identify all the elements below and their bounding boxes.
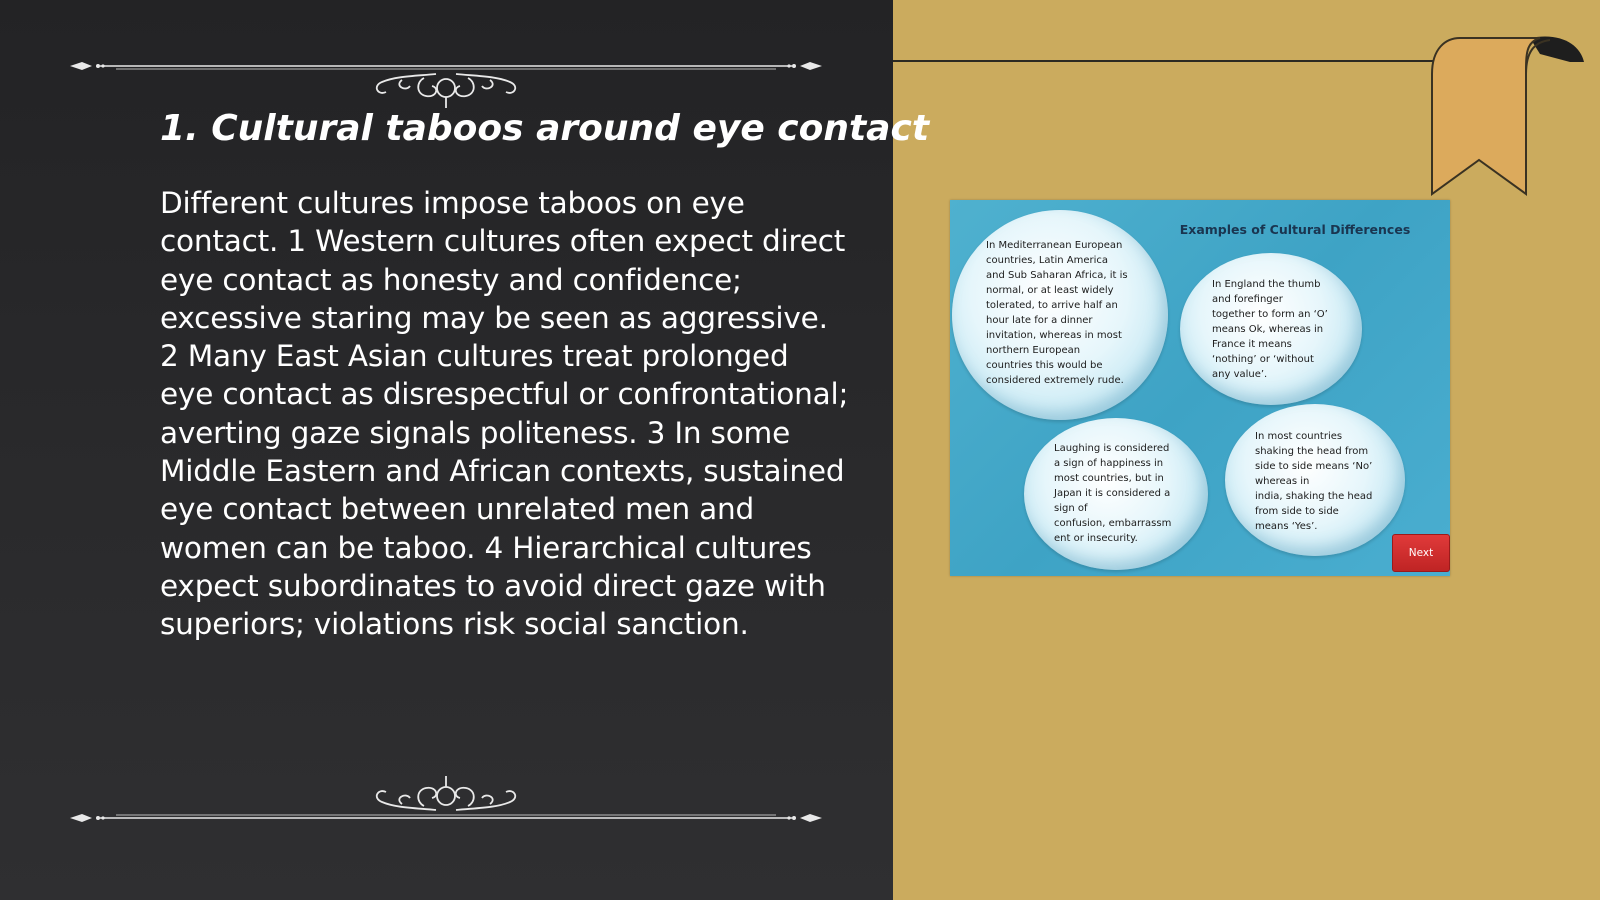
bubble-text-head-shaking: In most countries shaking the head from side to side means ‘No’ whereas in india, shaking the head from side to side means ‘Yes’. [1255, 431, 1373, 532]
decorative-divider-icon [66, 52, 826, 112]
decorative-divider-icon [66, 772, 826, 832]
bubble-text-ok-gesture: In England the thumb and forefinger together to form an ‘O’ means Ok, whereas in France it means ‘nothing’ or ‘without any value’. [1212, 279, 1328, 380]
slide-body-text: Different cultures impose taboos on eye contact. 1 Western cultures often expect direct eye contact as honesty and confidence; excessive staring may be seen as aggressive. 2 Many East Asian cultures treat prolonged eye contact as disrespectful or confrontational; averting gaze signals politeness. 3 In some Middle Eastern and African contexts, sustained eye contact between unrelated men and women can be taboo. 4 Hierarchical cultures expect subordinates to avoid direct gaze with superiors; violations risk social sanction. [160, 186, 849, 642]
next-button[interactable]: Next [1392, 534, 1450, 572]
bubble-text-dinner-lateness: In Mediterranean European countries, Latin America and Sub Saharan Africa, it is normal, or at least widely tolerated, to arrive half an hour late for a dinner invitation, whereas in most northern European countries this would be considered extremely rude. [986, 240, 1128, 386]
cultural-differences-image [950, 200, 1450, 576]
slide-title: 1. Cultural taboos around eye contact [160, 108, 930, 149]
bookmark-icon [1430, 34, 1600, 204]
bubble-text-laughing: Laughing is considered a sign of happiness in most countries, but in Japan it is considered a sign of confusion, embarrassm ent or insecurity. [1054, 443, 1172, 544]
divider-line [893, 60, 1433, 62]
image-card-title: Examples of Cultural Differences [1179, 222, 1411, 237]
